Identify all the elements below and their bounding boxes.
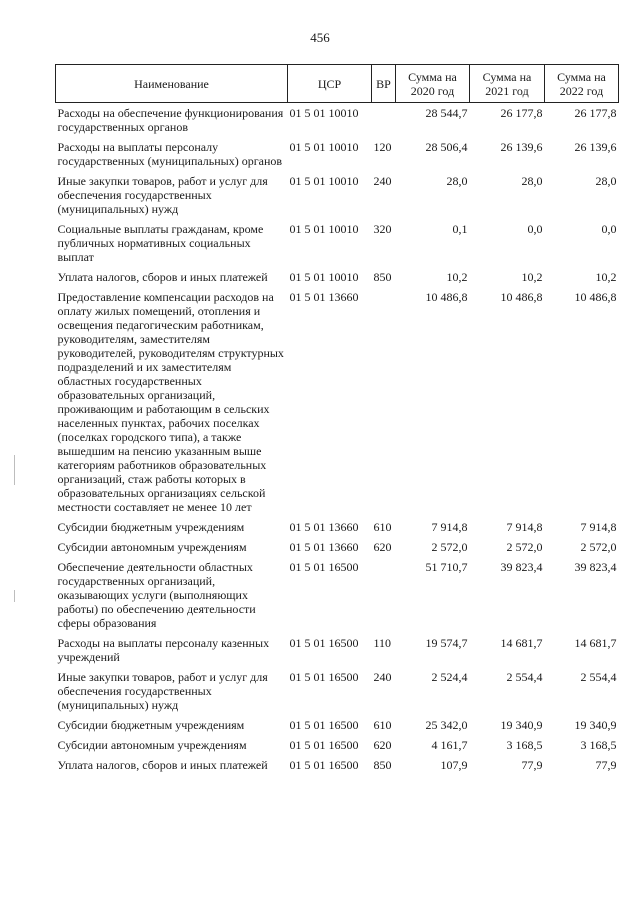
- row-sum-2021: 26 177,8: [500, 106, 543, 120]
- budget-table: [55, 64, 619, 775]
- table-row: [56, 287, 619, 517]
- row-sum-2022: 26 177,8: [574, 106, 617, 120]
- row-name: Предоставление компенсации расходов на оплату жилых помещений, отопления и освещения педагогическим работникам, руководителям, заместителям руководителей, руководителям структурных подразделений и их заместителям областных государственных образовательных организаций, проживающим и работающим в сельских населенных пунктах, рабочих поселках (поселках городского типа), а также вышедшим на пенсию указанным выше категориям работников образовательных организаций, стаж работы которых в образовательных организациях сельской местности составляет не менее 10 лет: [57, 290, 284, 514]
- table-row: [56, 103, 619, 138]
- row-name: Расходы на обеспечение функционирования государственных органов: [57, 106, 284, 134]
- row-sum-2021: 7 914,8: [506, 520, 543, 534]
- table-header-row: [56, 65, 619, 103]
- table-row: [56, 735, 619, 755]
- row-sum-2020: 2 572,0: [431, 540, 468, 554]
- row-sum-2021: 77,9: [521, 758, 543, 772]
- row-sum-2021: 19 340,9: [500, 718, 543, 732]
- row-csr: 01 5 01 16500: [289, 758, 359, 772]
- table-row: [56, 267, 619, 287]
- row-sum-2020: 28 544,7: [425, 106, 468, 120]
- row-csr: 01 5 01 16500: [289, 718, 359, 732]
- row-vr: [372, 287, 396, 517]
- row-sum-2020: 107,9: [440, 758, 468, 772]
- row-csr: 01 5 01 10010: [289, 174, 359, 188]
- row-sum-2020: 28 506,4: [425, 140, 468, 154]
- row-csr: 01 5 01 16500: [289, 670, 359, 684]
- row-vr: 610: [373, 718, 392, 732]
- row-sum-2022: 19 340,9: [574, 718, 617, 732]
- row-sum-2020: 2 524,4: [431, 670, 468, 684]
- row-sum-2020: 25 342,0: [425, 718, 468, 732]
- row-vr: 850: [373, 270, 392, 284]
- row-vr: [372, 103, 396, 138]
- row-sum-2020: 4 161,7: [431, 738, 468, 752]
- table-row: [56, 755, 619, 775]
- row-sum-2022: 28,0: [595, 174, 617, 188]
- header-name: Наименование: [56, 65, 288, 103]
- row-csr: 01 5 01 13660: [289, 540, 359, 554]
- row-sum-2021: 26 139,6: [500, 140, 543, 154]
- table-row: [56, 537, 619, 557]
- row-csr: 01 5 01 16500: [289, 636, 359, 650]
- row-sum-2022: 2 554,4: [580, 670, 617, 684]
- row-csr: 01 5 01 16500: [289, 560, 359, 574]
- row-csr: 01 5 01 10010: [289, 270, 359, 284]
- row-csr: 01 5 01 16500: [289, 738, 359, 752]
- table-row: [56, 557, 619, 633]
- row-csr: 01 5 01 10010: [289, 106, 359, 120]
- row-sum-2020: 10,2: [446, 270, 468, 284]
- row-csr: 01 5 01 10010: [289, 140, 359, 154]
- row-sum-2021: 10,2: [521, 270, 543, 284]
- table-row: [56, 171, 619, 219]
- row-name: Субсидии бюджетным учреждениям: [57, 718, 245, 732]
- row-vr: 850: [373, 758, 392, 772]
- table-row: [56, 517, 619, 537]
- row-sum-2020: 7 914,8: [431, 520, 468, 534]
- row-sum-2022: 0,0: [601, 222, 617, 236]
- header-sum-2021: Сумма на 2021 год: [470, 65, 545, 103]
- page-number: 456: [310, 30, 330, 45]
- table-row: [56, 715, 619, 735]
- row-name: Уплата налогов, сборов и иных платежей: [57, 270, 268, 284]
- row-sum-2020: 0,1: [452, 222, 468, 236]
- row-csr: 01 5 01 13660: [289, 520, 359, 534]
- margin-mark: [14, 455, 15, 485]
- header-sum-2022: Сумма на 2022 год: [545, 65, 619, 103]
- row-sum-2022: 26 139,6: [574, 140, 617, 154]
- row-vr: 110: [373, 636, 392, 650]
- row-vr: 620: [373, 540, 392, 554]
- header-csr: ЦСР: [288, 65, 372, 103]
- table-row: [56, 219, 619, 267]
- row-sum-2020: 28,0: [446, 174, 468, 188]
- row-sum-2021: 0,0: [527, 222, 543, 236]
- row-sum-2020: 10 486,8: [425, 290, 468, 304]
- row-name: Субсидии автономным учреждениям: [57, 540, 247, 554]
- row-csr: 01 5 01 10010: [289, 222, 359, 236]
- table-row: [56, 137, 619, 171]
- row-name: Субсидии автономным учреждениям: [57, 738, 247, 752]
- header-sum-2020: Сумма на 2020 год: [396, 65, 470, 103]
- row-name: Субсидии бюджетным учреждениям: [57, 520, 245, 534]
- table-row: [56, 633, 619, 667]
- row-name: Уплата налогов, сборов и иных платежей: [57, 758, 268, 772]
- row-sum-2022: 10,2: [595, 270, 617, 284]
- row-sum-2021: 2 554,4: [506, 670, 543, 684]
- row-sum-2022: 3 168,5: [580, 738, 617, 752]
- table-row: [56, 667, 619, 715]
- row-vr: 620: [373, 738, 392, 752]
- row-sum-2021: 39 823,4: [500, 560, 543, 574]
- row-sum-2022: 2 572,0: [580, 540, 617, 554]
- row-name: Расходы на выплаты персоналу казенных учреждений: [57, 636, 270, 664]
- row-csr: 01 5 01 13660: [289, 290, 359, 304]
- row-vr: 240: [373, 670, 392, 684]
- margin-mark: [14, 590, 15, 602]
- row-name: Расходы на выплаты персоналу государственных (муниципальных) органов: [57, 140, 283, 168]
- row-sum-2021: 14 681,7: [500, 636, 543, 650]
- row-sum-2021: 3 168,5: [506, 738, 543, 752]
- row-vr: 610: [373, 520, 392, 534]
- row-vr: [372, 557, 396, 633]
- row-name: Иные закупки товаров, работ и услуг для обеспечения государственных (муниципальных) нужд: [57, 670, 268, 712]
- table-body: [56, 103, 619, 776]
- row-sum-2021: 28,0: [521, 174, 543, 188]
- row-name: Иные закупки товаров, работ и услуг для обеспечения государственных (муниципальных) нужд: [57, 174, 268, 216]
- row-sum-2022: 77,9: [595, 758, 617, 772]
- row-name: Обеспечение деятельности областных государственных организаций, оказывающих услуги (выполняющих работы) по обеспечению деятельности сферы образования: [57, 560, 256, 630]
- row-sum-2020: 19 574,7: [425, 636, 468, 650]
- row-vr: 320: [373, 222, 392, 236]
- header-vr: ВР: [372, 65, 396, 103]
- row-sum-2022: 39 823,4: [574, 560, 617, 574]
- row-sum-2022: 14 681,7: [574, 636, 617, 650]
- row-sum-2021: 2 572,0: [506, 540, 543, 554]
- row-sum-2022: 7 914,8: [580, 520, 617, 534]
- row-name: Социальные выплаты гражданам, кроме публичных нормативных социальных выплат: [57, 222, 264, 264]
- row-sum-2022: 10 486,8: [574, 290, 617, 304]
- row-sum-2020: 51 710,7: [425, 560, 468, 574]
- row-vr: 120: [373, 140, 392, 154]
- row-sum-2021: 10 486,8: [500, 290, 543, 304]
- row-vr: 240: [373, 174, 392, 188]
